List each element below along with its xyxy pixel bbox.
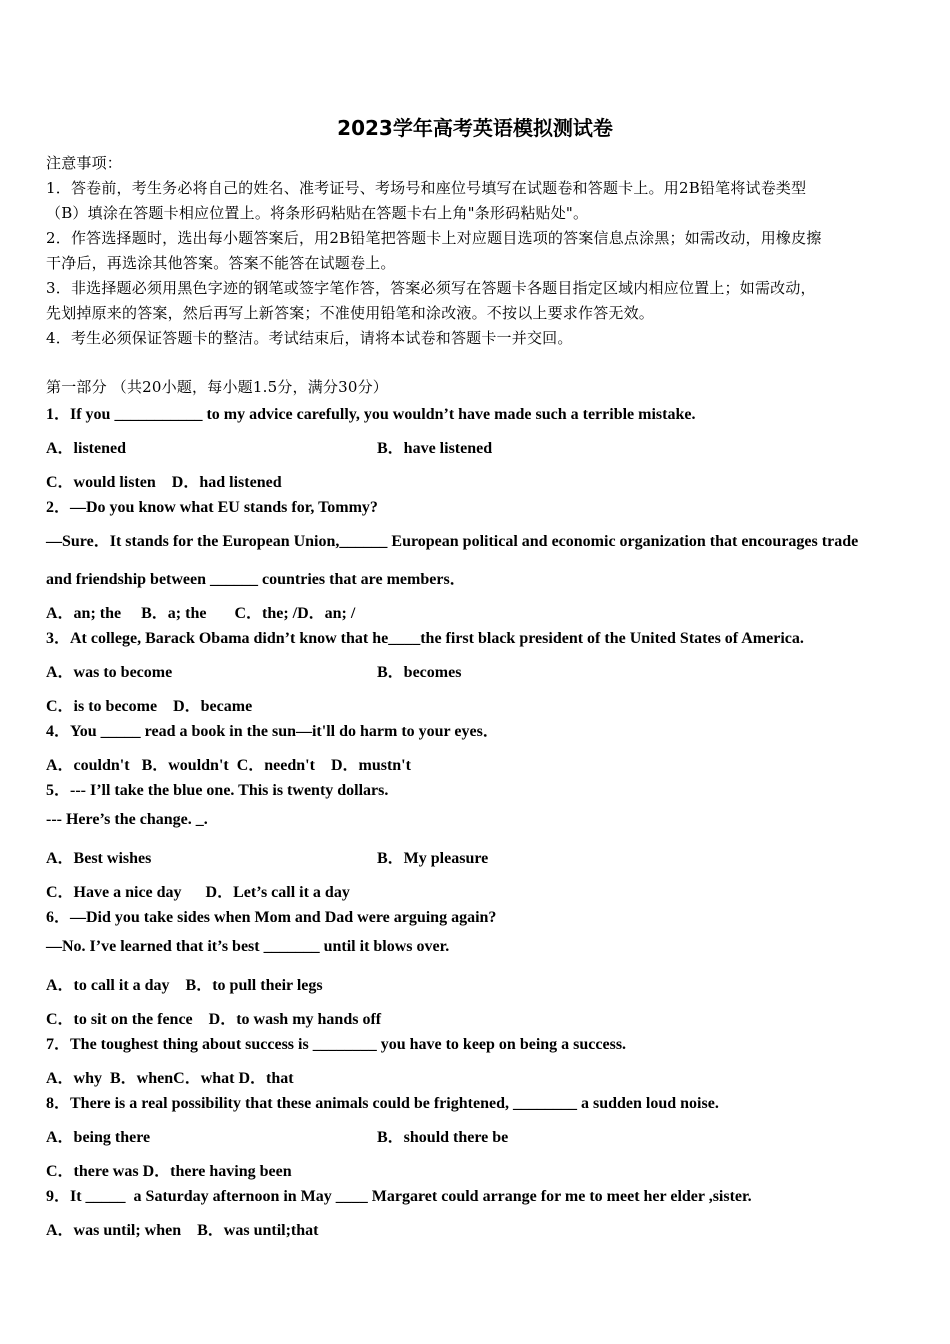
question-stem: 7．The toughest thing about success is ________ you have to keep on being a success. [46, 1036, 627, 1053]
question-line: —Sure．It stands for the European Union,______ European political and economic organization that encourages trade [46, 533, 859, 550]
options-a-b: A．was until; when B．was until;that [46, 1222, 319, 1239]
question-line: --- Here’s the change. _. [46, 811, 208, 828]
question-line: and friendship between ______ countries that are members． [46, 571, 466, 588]
option-b: B．have listened [377, 440, 493, 457]
question-line: —No. I’ve learned that it’s best _______ until it blows over. [46, 938, 450, 955]
option-b: B．My pleasure [377, 850, 489, 867]
options-c-d: C．there was D．there having been [46, 1163, 292, 1180]
option-b: B．becomes [377, 664, 462, 681]
options-row: A．an; the B．a; the C．the; /D．an; / [46, 605, 356, 622]
option-a: A．was to become [46, 664, 173, 681]
option-b: B．should there be [377, 1129, 509, 1146]
notice-line: 干净后，再选涂其他答案。答案不能答在试题卷上。 [46, 254, 396, 272]
options-c-d: C．to sit on the fence D．to wash my hands off [46, 1011, 382, 1028]
options-c-d: C．is to become D．became [46, 698, 253, 715]
option-a: A．being there [46, 1129, 151, 1146]
notice-line: 4．考生必须保证答题卡的整洁。考试结束后，请将本试卷和答题卡一并交回。 [46, 329, 573, 347]
notice-line: 1．答卷前，考生务必将自己的姓名、准考证号、考场号和座位号填写在试题卷和答题卡上。用2B铅笔将试卷类型 [46, 179, 807, 197]
options-row: A．couldn't B．wouldn't C．needn't D．mustn't [46, 757, 411, 774]
section-heading: 第一部分 （共20小题，每小题1.5分，满分30分） [46, 378, 388, 396]
options-c-d: C．would listen D．had listened [46, 474, 282, 491]
question-stem: 9．It _____ a Saturday afternoon in May ____ Margaret could arrange for me to meet her elder ,sister. [46, 1188, 752, 1205]
options-row: A．why B．whenC．what D．that [46, 1070, 294, 1087]
question-stem: 1．If you ___________ to my advice carefully, you wouldn’t have made such a terrible mistake. [46, 406, 696, 423]
question-stem: 2．—Do you know what EU stands for, Tommy? [46, 499, 378, 516]
question-stem: 4．You _____ read a book in the sun—it'll do harm to your eyes． [46, 723, 499, 740]
question-stem: 5．--- I’ll take the blue one. This is twenty dollars. [46, 782, 389, 799]
option-a: A．listened [46, 440, 127, 457]
question-stem: 6．—Did you take sides when Mom and Dad were arguing again? [46, 909, 497, 926]
options-c-d: C．Have a nice day D．Let’s call it a day [46, 884, 350, 901]
notice-line: 3．非选择题必须用黑色字迹的钢笔或签字笔作答，答案必须写在答题卡各题目指定区域内相应位置上；如需改动， [46, 279, 816, 297]
notice-heading: 注意事项： [46, 154, 123, 172]
page-title: 2023学年高考英语模拟测试卷 [337, 116, 613, 140]
notice-line: 先划掉原来的答案，然后再写上新答案；不准使用铅笔和涂改液。不按以上要求作答无效。 [46, 304, 655, 322]
notice-line: （B）填涂在答题卡相应位置上。将条形码粘贴在答题卡右上角"条形码粘贴处"。 [46, 204, 589, 222]
question-stem: 3．At college, Barack Obama didn’t know that he____the first black president of the United States of America. [46, 630, 804, 647]
notice-line: 2．作答选择题时，选出每小题答案后，用2B铅笔把答题卡上对应题目选项的答案信息点涂黑；如需改动，用橡皮擦 [46, 229, 822, 247]
option-a: A．Best wishes [46, 850, 152, 867]
question-stem: 8．There is a real possibility that these animals could be frightened, ________ a sudden loud noise. [46, 1095, 719, 1112]
options-a-b: A．to call it a day B．to pull their legs [46, 977, 323, 994]
